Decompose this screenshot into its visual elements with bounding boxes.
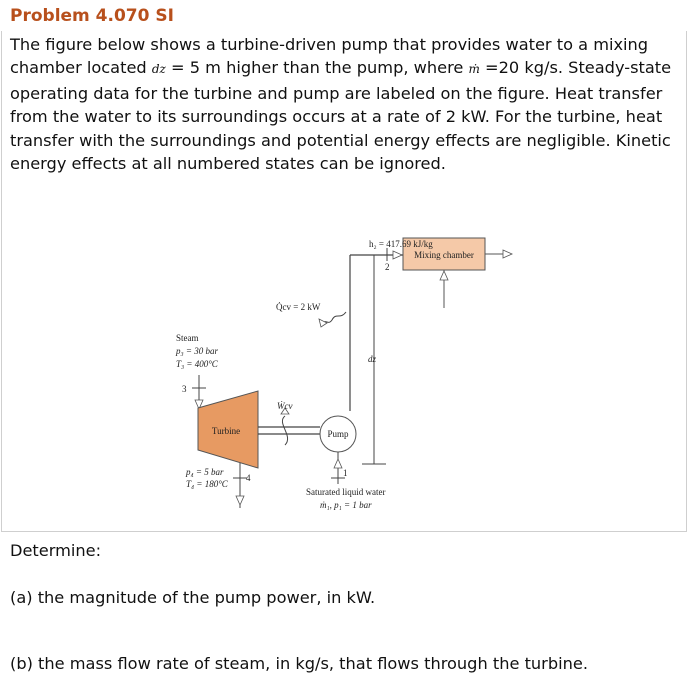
wcv-label: Ẇcv <box>277 401 293 411</box>
state-1-number: 1 <box>343 468 348 478</box>
state-2-number: 2 <box>385 262 390 272</box>
h2-label: h₂ = 417.69 kJ/kg <box>369 239 433 249</box>
intro-part-2: = 5 m higher than the pump, where <box>165 58 469 78</box>
pump-label: Pump <box>327 429 349 439</box>
qcv-label: Q̇cv = 2 kW <box>276 302 321 312</box>
dz-label: dz <box>368 354 377 364</box>
question-b: (b) the mass flow rate of steam, in kg/s, that flows through the turbine. <box>10 654 588 673</box>
question-a: (a) the magnitude of the pump power, in kW. <box>10 588 376 607</box>
state-4-number: 4 <box>246 473 251 483</box>
mass-flow-symbol: ṁ <box>468 62 480 77</box>
mixing-chamber-label: Mixing chamber <box>414 250 474 260</box>
steam-label: Steam <box>176 333 199 343</box>
state-3-number: 3 <box>182 384 187 394</box>
outlet-arrow-icon <box>503 250 512 258</box>
t4-label: T₄ = 180°C <box>186 479 228 489</box>
turbine-outlet-arrow-icon <box>236 496 244 505</box>
turbine-label: Turbine <box>211 426 241 436</box>
p4-label: p₄ = 5 bar <box>186 467 224 477</box>
intro-part-3: =20 kg/s. Steady-state operating data for the turbine and pump are labeled on the figure. Heat transfer from the water to its surroundings occurs at a rate of 2 kW. For the turbine, heat transfer with the surroundings and potential energy effects are negligible. Kinetic energy effects at all numbered states can be ignored. <box>10 58 672 174</box>
saturated-liquid-label: Saturated liquid water <box>306 487 386 497</box>
problem-title: Problem 4.070 SI <box>10 6 174 26</box>
determine-label: Determine: <box>10 541 102 560</box>
intro-part-1: The figure below shows a turbine-driven pump that provides water to a mixing chamber located <box>10 35 649 78</box>
p3-label: p₃ = 30 bar <box>176 346 218 356</box>
dz-symbol: dz <box>151 62 166 77</box>
pump-inlet-arrow-icon <box>334 459 342 468</box>
work-arrow-curve <box>282 416 287 445</box>
heat-arrow-icon <box>319 319 327 327</box>
bottom-inlet-arrow-icon <box>440 271 448 280</box>
inlet-arrow-icon <box>393 251 402 259</box>
turbine-pump-figure <box>0 228 695 528</box>
problem-statement <box>10 33 680 175</box>
schematic-diagram <box>0 228 695 528</box>
m1-p1-label: ṁ₁, p₁ = 1 bar <box>320 500 372 510</box>
t3-label: T₃ = 400°C <box>176 359 218 369</box>
